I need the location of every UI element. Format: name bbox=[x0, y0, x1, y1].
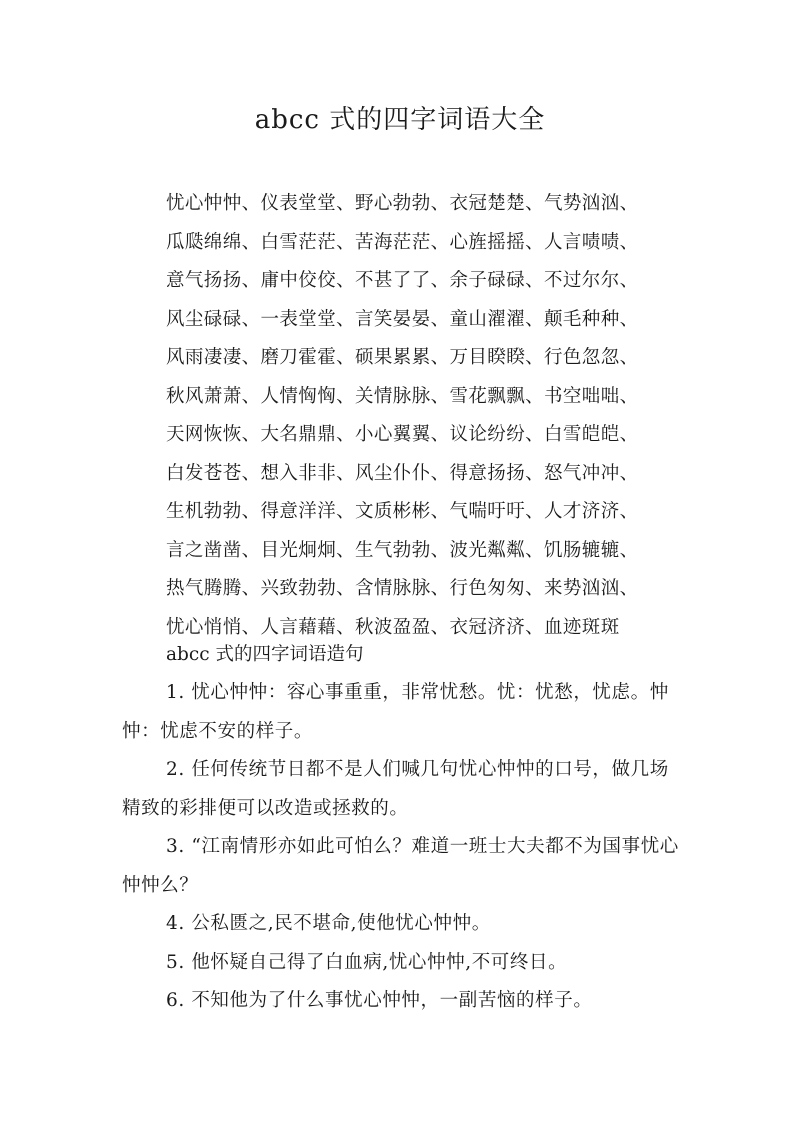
section-heading: abcc 式的四字词语造句 bbox=[166, 644, 364, 665]
sentence-item: 6. 不知他为了什么事忧心忡忡，一副苦恼的样子。 bbox=[166, 990, 593, 1011]
sentence-item: 1. 忧心忡忡：容心事重重，非常忧愁。忧：忧愁，忧虑。忡忡：忧虑不安的样子。 bbox=[122, 682, 669, 742]
word-list-line: 瓜瓞绵绵、白雪茫茫、苦海茫茫、心旌摇摇、人言啧啧、 bbox=[166, 231, 639, 253]
word-list bbox=[166, 185, 639, 647]
word-list-line: 白发苍苍、想入非非、风尘仆仆、得意扬扬、怒气冲冲、 bbox=[166, 462, 639, 484]
example-sentences bbox=[122, 636, 684, 1021]
word-list-line: 热气腾腾、兴致勃勃、含情脉脉、行色匆匆、来势汹汹、 bbox=[166, 578, 639, 599]
sentence-item: 4. 公私匮之,民不堪命,使他忧心忡忡。 bbox=[166, 913, 491, 934]
word-list-line: 言之凿凿、目光炯炯、生气勃勃、波光粼粼、饥肠辘辘、 bbox=[166, 539, 639, 561]
sentence-item: 5. 他怀疑自己得了白血病,忧心忡忡,不可终日。 bbox=[166, 951, 568, 973]
word-list-line: 忧心忡忡、仪表堂堂、野心勃勃、衣冠楚楚、气势汹汹、 bbox=[166, 193, 639, 214]
word-list-line: 忧心悄悄、人言藉藉、秋波盈盈、衣冠济济、血迹斑斑 bbox=[166, 616, 620, 638]
sentence-item: 2. 任何传统节日都不是人们喊几句忧心忡忡的口号，做几场精致的彩排便可以改造或拯救的。 bbox=[122, 759, 669, 819]
word-list-line: 秋风萧萧、人情恟恟、关情脉脉、雪花飘飘、书空咄咄、 bbox=[166, 385, 639, 407]
word-list-line: 风雨凄凄、磨刀霍霍、硕果累累、万目睽睽、行色忽忽、 bbox=[166, 347, 639, 368]
sentence-item: 3. “江南情形亦如此可怕么？难道一班士大夫都不为国事忧心忡忡么？ bbox=[122, 836, 679, 896]
word-list-line: 生机勃勃、得意洋洋、文质彬彬、气喘吁吁、人才济济、 bbox=[166, 501, 639, 522]
word-list-line: 天网恢恢、大名鼎鼎、小心翼翼、议论纷纷、白雪皑皑、 bbox=[166, 424, 639, 445]
document-title: abcc 式的四字词语大全 bbox=[254, 105, 546, 135]
word-list-line: 风尘碌碌、一表堂堂、言笑晏晏、童山濯濯、颠毛种种、 bbox=[166, 308, 639, 330]
word-list-line: 意气扬扬、庸中佼佼、不甚了了、余子碌碌、不过尔尔、 bbox=[166, 270, 639, 291]
